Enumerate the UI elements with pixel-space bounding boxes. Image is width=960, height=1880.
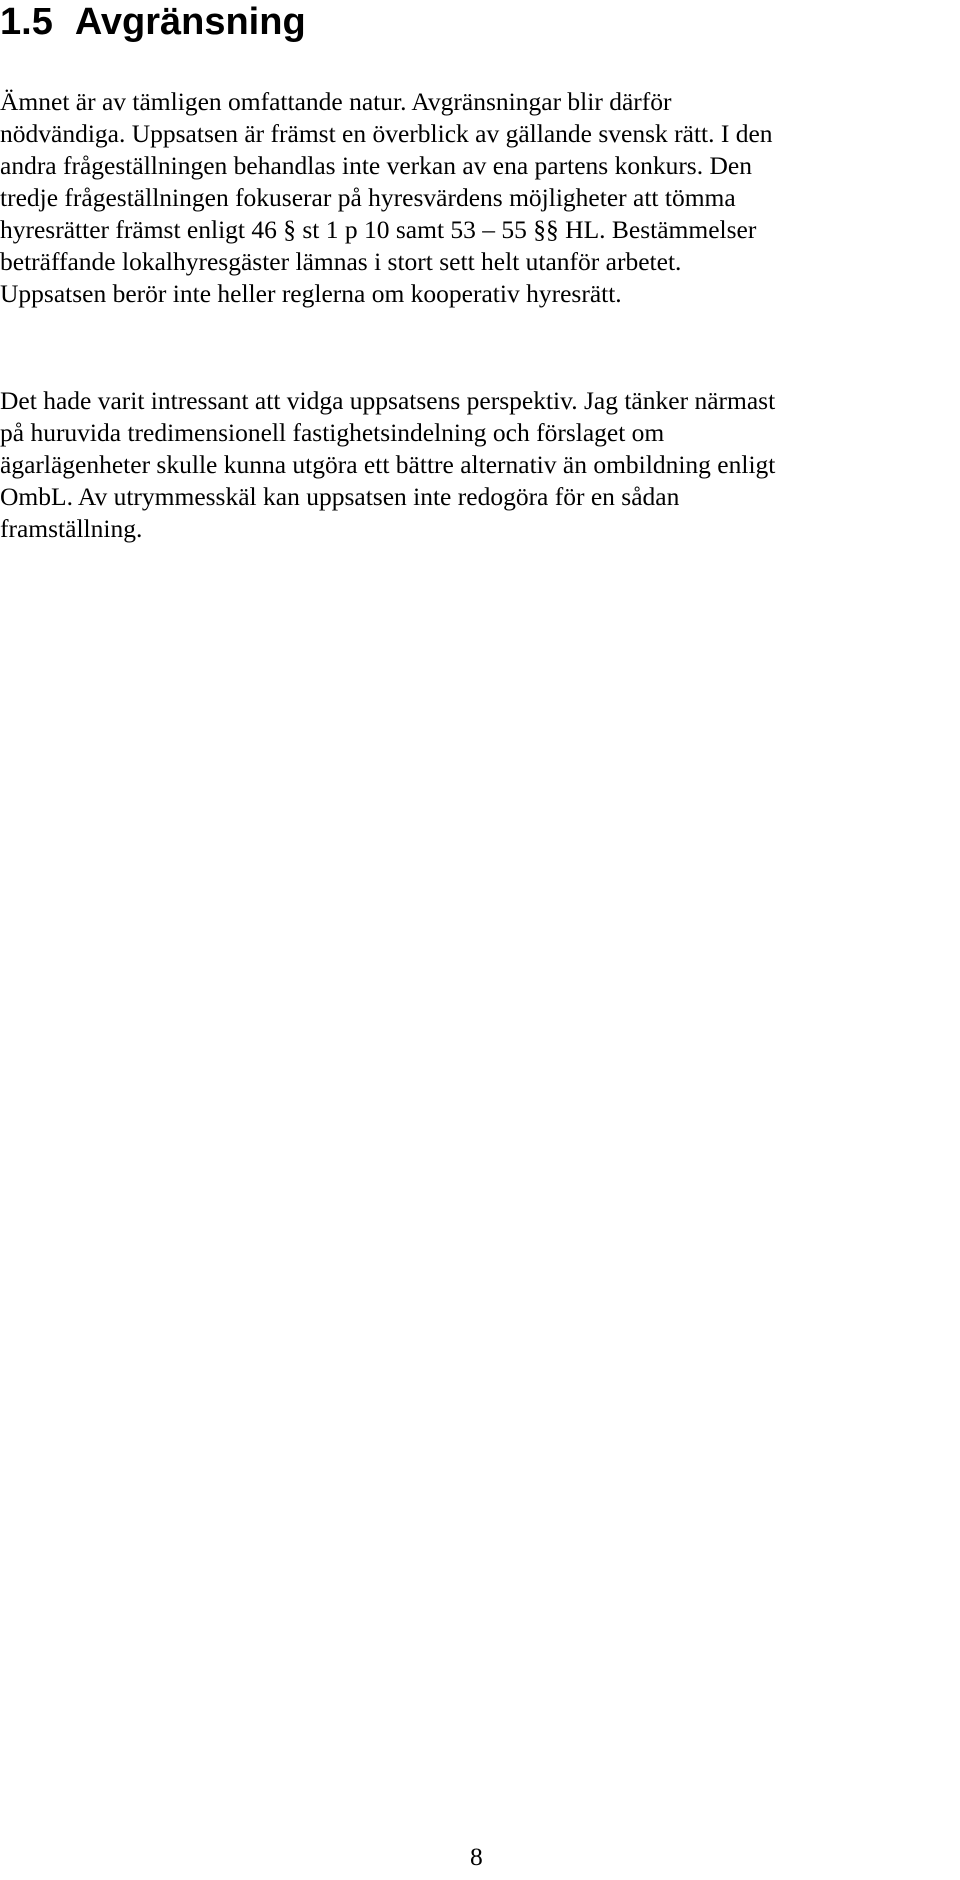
text-line: Det hade varit intressant att vidga uppsatsens perspektiv. Jag tänker närmast [0, 386, 776, 415]
section-heading [0, 0, 306, 44]
text-line: tredje frågeställningen fokuserar på hyresvärdens möjligheter att tömma [0, 183, 736, 212]
text-line: beträffande lokalhyresgäster lämnas i stort sett helt utanför arbetet. [0, 247, 682, 276]
section-number: 1.5 [0, 1, 53, 43]
text-line: nödvändiga. Uppsatsen är främst en överblick av gällande svensk rätt. I den [0, 119, 773, 148]
page-number: 8 [470, 1842, 483, 1871]
paragraph-perspective [0, 385, 960, 545]
text-line: OmbL. Av utrymmesskäl kan uppsatsen inte redogöra för en sådan [0, 482, 680, 511]
paragraph-scope [0, 86, 960, 310]
text-line: andra frågeställningen behandlas inte verkan av ena partens konkurs. Den [0, 151, 752, 180]
text-line: Uppsatsen berör inte heller reglerna om kooperativ hyresrätt. [0, 279, 622, 308]
section-title: Avgränsning [74, 1, 306, 43]
text-line: Ämnet är av tämligen omfattande natur. Avgränsningar blir därför [0, 87, 672, 116]
text-line: ägarlägenheter skulle kunna utgöra ett bättre alternativ än ombildning enligt [0, 450, 776, 479]
text-line: på huruvida tredimensionell fastighetsindelning och förslaget om [0, 418, 665, 447]
text-line: framställning. [0, 514, 143, 543]
text-line: hyresrätter främst enligt 46 § st 1 p 10 samt 53 – 55 §§ HL. Bestämmelser [0, 215, 757, 244]
